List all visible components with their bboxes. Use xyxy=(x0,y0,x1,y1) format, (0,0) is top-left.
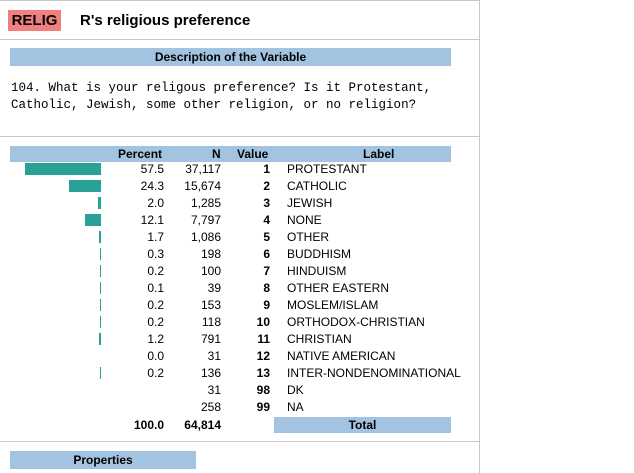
percent-cell: 0.0 xyxy=(147,349,164,363)
n-cell: 7,797 xyxy=(190,213,221,227)
table-row xyxy=(0,195,480,212)
header-divider xyxy=(0,39,480,40)
percent-bar xyxy=(100,282,101,294)
label-cell: CATHOLIC xyxy=(287,179,347,193)
top-divider xyxy=(0,0,480,1)
percent-cell: 12.1 xyxy=(140,213,164,227)
percent-bar xyxy=(99,333,101,345)
percent-cell: 0.1 xyxy=(147,281,164,295)
label-cell: CHRISTIAN xyxy=(287,332,352,346)
table-row xyxy=(0,314,480,331)
percent-bar xyxy=(100,299,101,311)
table-row xyxy=(0,348,480,365)
label-cell: OTHER EASTERN xyxy=(287,281,390,295)
label-cell: HINDUISM xyxy=(287,264,347,278)
percent-cell: 0.3 xyxy=(147,247,164,261)
n-cell: 31 xyxy=(207,349,221,363)
table-row xyxy=(0,246,480,263)
percent-column-header: Percent xyxy=(118,147,163,161)
table-row xyxy=(0,331,480,348)
label-cell: JEWISH xyxy=(287,196,333,210)
percent-bar xyxy=(100,248,101,260)
n-cell: 37,117 xyxy=(185,162,221,176)
value-cell: 5 xyxy=(263,230,270,244)
question-text: 104. What is your religous preference? Is it Protestant, Catholic, Jewish, some other religion, or no religion? xyxy=(11,81,432,112)
value-cell: 8 xyxy=(263,281,270,295)
table-row xyxy=(0,263,480,280)
label-cell: NA xyxy=(287,400,304,414)
label-cell: PROTESTANT xyxy=(287,162,367,176)
value-cell: 3 xyxy=(263,196,270,210)
label-column-header: Label xyxy=(363,147,395,161)
percent-cell xyxy=(116,382,164,399)
value-cell: 12 xyxy=(256,349,270,363)
value-cell: 98 xyxy=(256,383,270,397)
n-cell: 39 xyxy=(207,281,221,295)
percent-cell: 24.3 xyxy=(140,179,164,193)
label-cell: OTHER xyxy=(287,230,329,244)
total-n: 64,814 xyxy=(184,418,221,432)
table-row xyxy=(0,399,480,416)
properties-content-clipped xyxy=(10,469,190,473)
percent-bar xyxy=(100,316,101,328)
value-cell: 9 xyxy=(263,298,270,312)
total-percent: 100.0 xyxy=(133,418,164,432)
value-cell: 10 xyxy=(256,315,270,329)
n-cell: 1,285 xyxy=(190,196,221,210)
value-cell: 99 xyxy=(256,400,270,414)
percent-cell: 0.2 xyxy=(147,298,164,312)
percent-cell: 1.2 xyxy=(147,332,164,346)
n-cell: 100 xyxy=(200,264,221,278)
value-column-header: Value xyxy=(237,147,269,161)
table-row xyxy=(0,297,480,314)
n-cell: 258 xyxy=(200,400,221,414)
value-cell: 7 xyxy=(263,264,270,278)
variable-title: R's religious preference xyxy=(80,12,251,29)
table-row xyxy=(0,382,480,399)
n-cell: 791 xyxy=(200,332,221,346)
percent-bar xyxy=(99,231,101,243)
table-row xyxy=(0,212,480,229)
label-cell: ORTHODOX-CHRISTIAN xyxy=(287,315,425,329)
description-header: Description of the Variable xyxy=(10,48,451,66)
percent-bar xyxy=(100,265,101,277)
n-cell: 118 xyxy=(201,315,221,329)
label-cell: INTER-NONDENOMINATIONAL xyxy=(287,366,461,380)
n-cell: 198 xyxy=(200,247,221,261)
table-row xyxy=(0,178,480,195)
percent-cell: 0.2 xyxy=(147,366,164,380)
value-cell: 6 xyxy=(263,247,270,261)
label-cell: DK xyxy=(287,383,304,397)
n-cell: 136 xyxy=(200,366,221,380)
n-cell: 31 xyxy=(207,383,221,397)
percent-cell: 0.2 xyxy=(147,315,164,329)
percent-cell xyxy=(116,399,164,416)
table-row xyxy=(0,280,480,297)
table-row xyxy=(0,161,480,178)
percent-bar xyxy=(100,367,101,379)
value-cell: 2 xyxy=(263,179,270,193)
value-cell: 13 xyxy=(256,366,270,380)
label-cell: BUDDHISM xyxy=(287,247,352,261)
label-cell: MOSLEM/ISLAM xyxy=(287,298,379,312)
table-row xyxy=(0,229,480,246)
value-cell: 4 xyxy=(263,213,270,227)
n-cell: 15,674 xyxy=(184,179,221,193)
n-cell: 1,086 xyxy=(190,230,221,244)
properties-header: Properties xyxy=(10,451,196,469)
variable-name-badge: RELIG xyxy=(8,10,61,31)
label-cell: NONE xyxy=(287,213,322,227)
percent-cell: 2.0 xyxy=(147,196,164,210)
percent-cell: 1.7 xyxy=(147,230,164,244)
percent-cell: 57.5 xyxy=(140,162,164,176)
total-label: Total xyxy=(274,417,451,433)
label-cell: NATIVE AMERICAN xyxy=(287,349,396,363)
percent-cell: 0.2 xyxy=(147,264,164,278)
value-cell: 11 xyxy=(257,332,270,346)
percent-bar xyxy=(25,163,101,175)
percent-bar xyxy=(85,214,101,226)
percent-bar xyxy=(69,180,101,192)
percent-bar xyxy=(98,197,101,209)
n-column-header: N xyxy=(212,147,221,161)
question-divider xyxy=(0,136,480,137)
table-divider xyxy=(0,441,480,442)
table-row xyxy=(0,365,480,382)
value-cell: 1 xyxy=(263,162,270,176)
n-cell: 153 xyxy=(200,298,221,312)
